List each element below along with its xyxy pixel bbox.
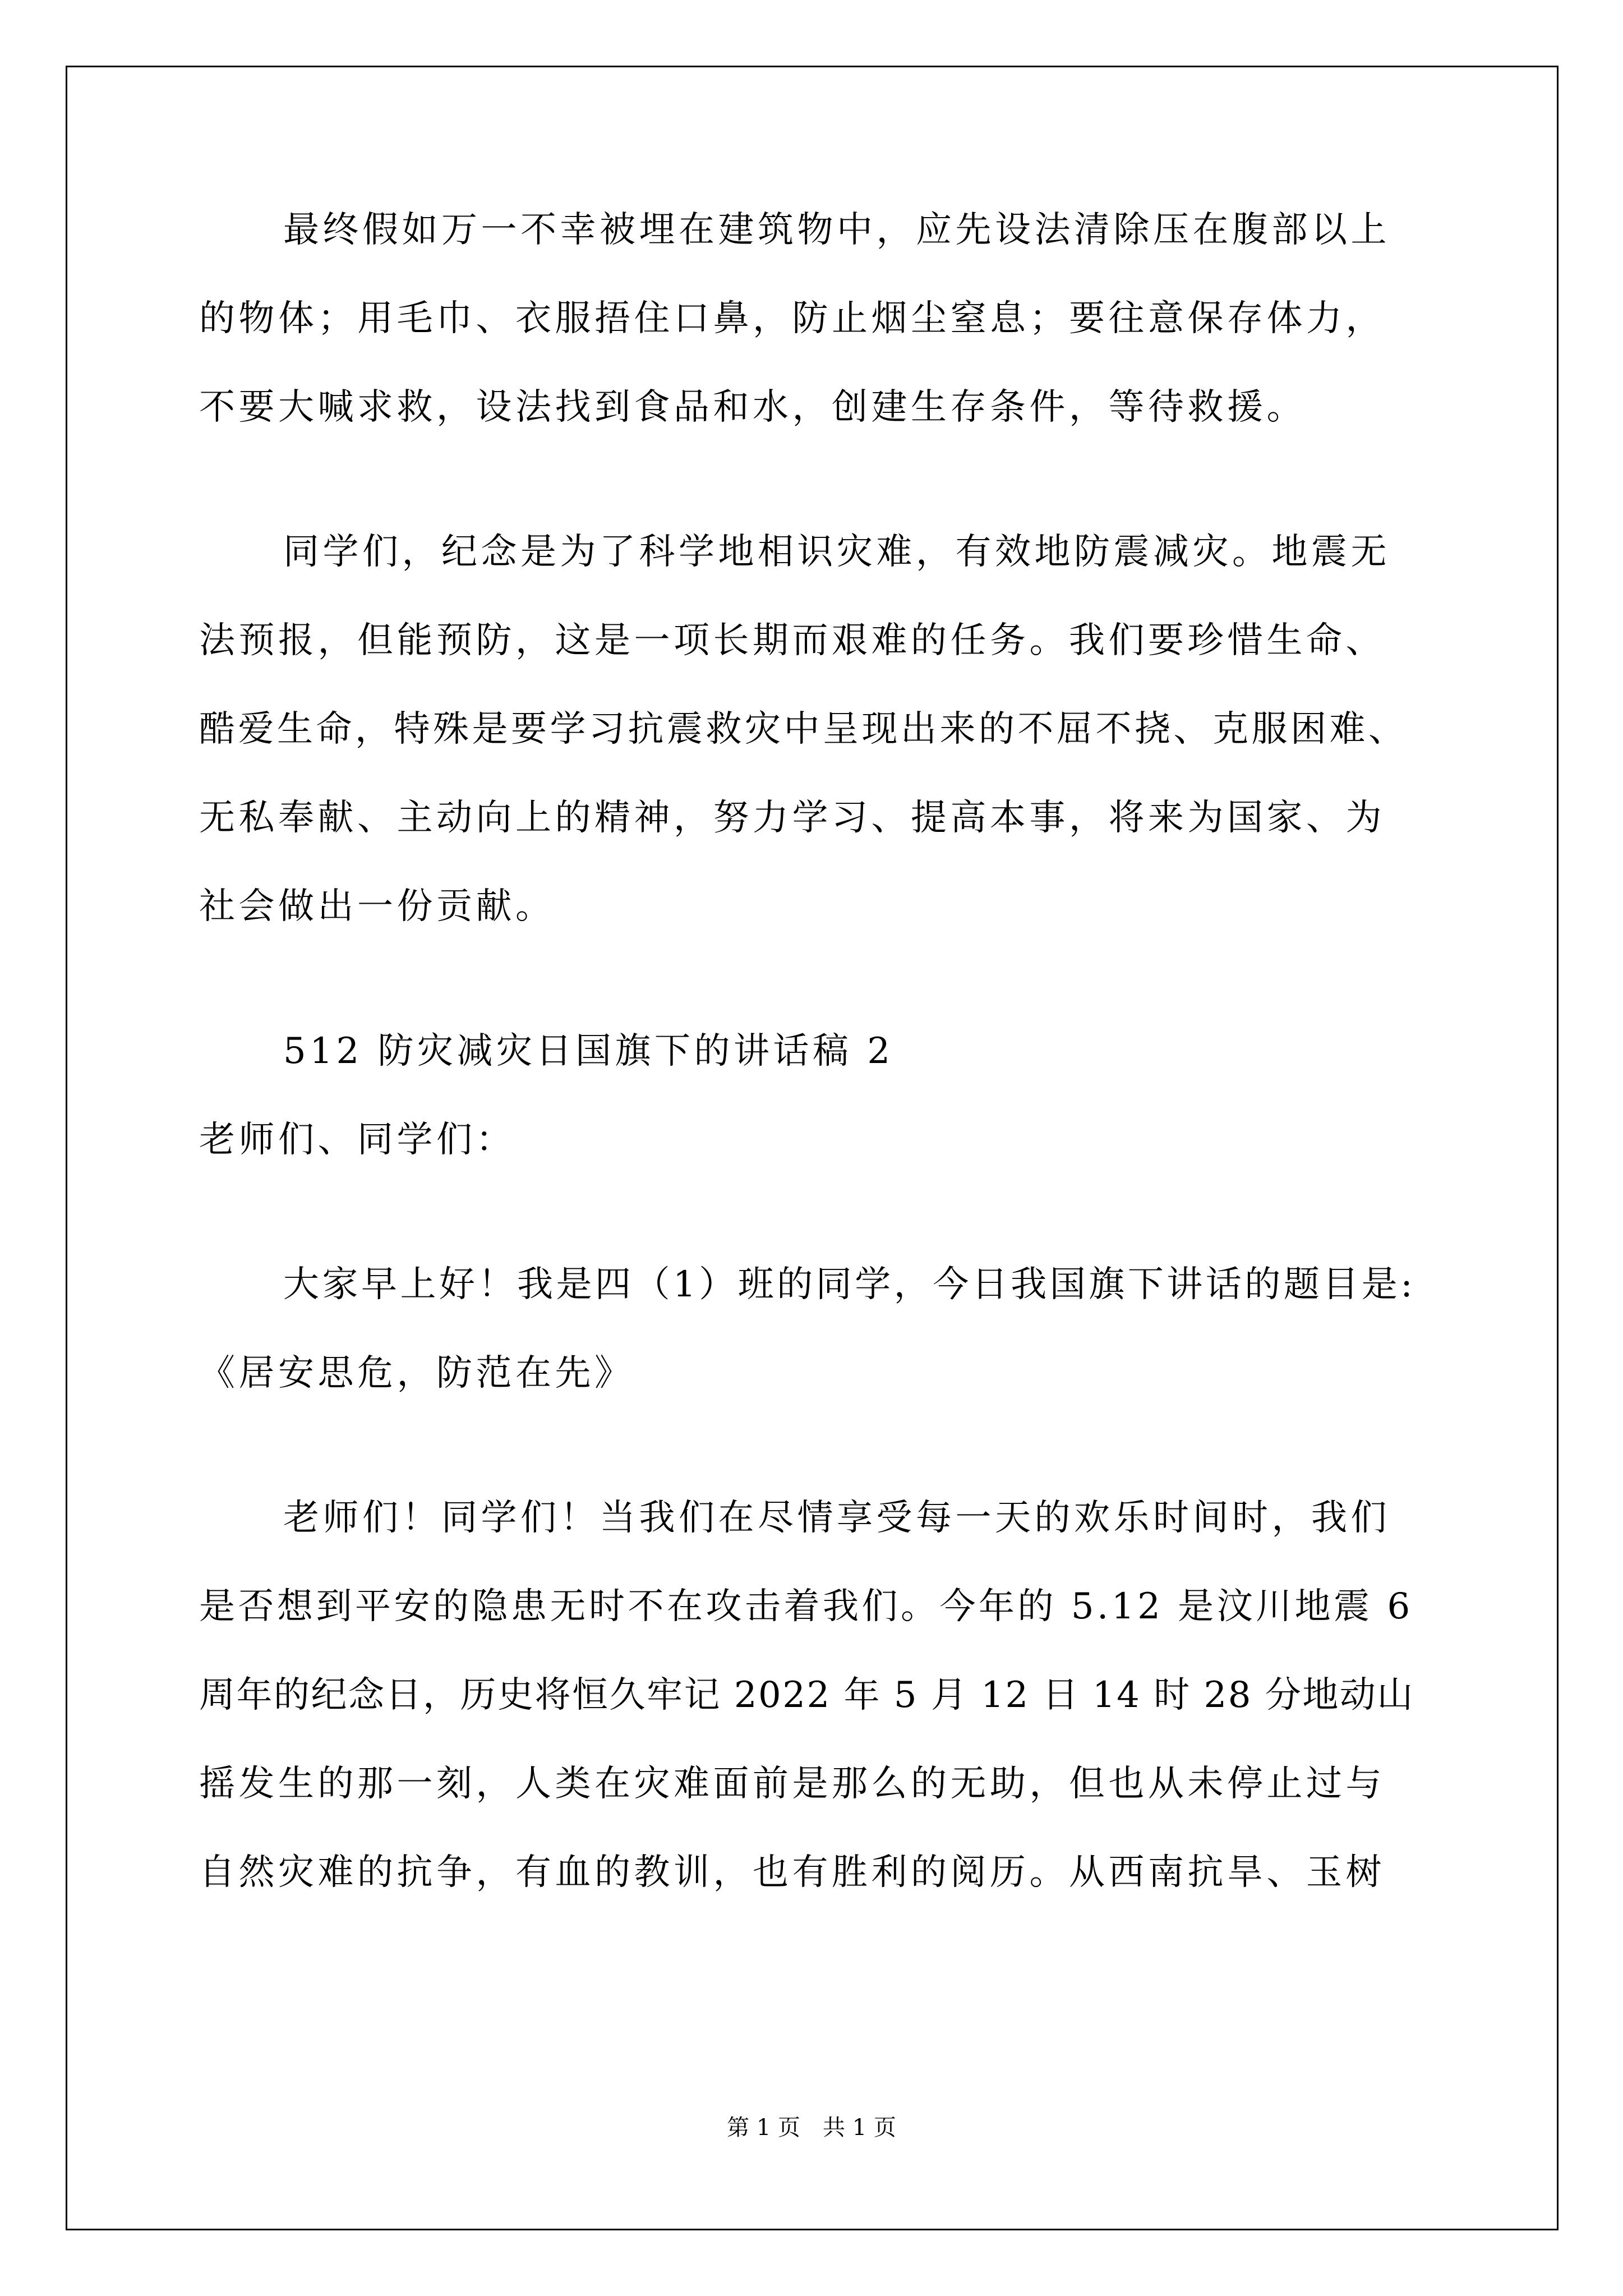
text-line-14: 是否想到平安的隐患无时不在攻击着我们。今年的 5.12 是汶川地震 6 [199,1586,1413,1627]
salutation: 老师们、同学们： [199,1119,515,1161]
text-line-7: 无私奉献、主动向上的精神，努力学习、提高本事，将来为国家、为 [199,797,1385,839]
speech-title: 《居安思危，防范在先》 [199,1352,634,1394]
text-line-13: 老师们！同学们！当我们在尽情享受每一天的欢乐时间时，我们 [283,1497,1390,1539]
text-line-8: 社会做出一份贡献。 [199,886,555,927]
text-line-17: 自然灾难的抗争，有血的教训，也有胜利的阅历。从西南抗旱、玉树 [199,1852,1385,1893]
section-heading: 512 防灾减灾日国旗下的讲话稿 2 [283,1030,894,1072]
text-line-5: 法预报，但能预防，这是一项长期而艰难的任务。我们要珍惜生命、 [199,620,1385,661]
page-footer: 第 1 页 共 1 页 [727,2115,896,2141]
text-line-3: 不要大喊求救，设法找到食品和水，创建生存条件，等待救援。 [199,386,1306,428]
text-line-11: 大家早上好！我是四（1）班的同学，今日我国旗下讲话的题目是: [283,1264,1416,1305]
text-line-15: 周年的纪念日，历史将恒久牢记 2022 年 5 月 12 日 14 时 28 分地动山 [199,1674,1414,1716]
text-line-1: 最终假如万一不幸被埋在建筑物中，应先设法清除压在腹部以上 [283,209,1390,251]
text-line-2: 的物体；用毛巾、衣服捂住口鼻，防止烟尘窒息；要往意保存体力， [199,298,1385,339]
text-line-6: 酷爱生命，特殊是要学习抗震救灾中呈现出来的不屈不挠、克服困难、 [199,708,1408,750]
text-line-4: 同学们，纪念是为了科学地相识灾难，有效地防震减灾。地震无 [283,531,1390,573]
text-line-16: 摇发生的那一刻，人类在灾难面前是那么的无助，但也从未停止过与 [199,1763,1385,1805]
